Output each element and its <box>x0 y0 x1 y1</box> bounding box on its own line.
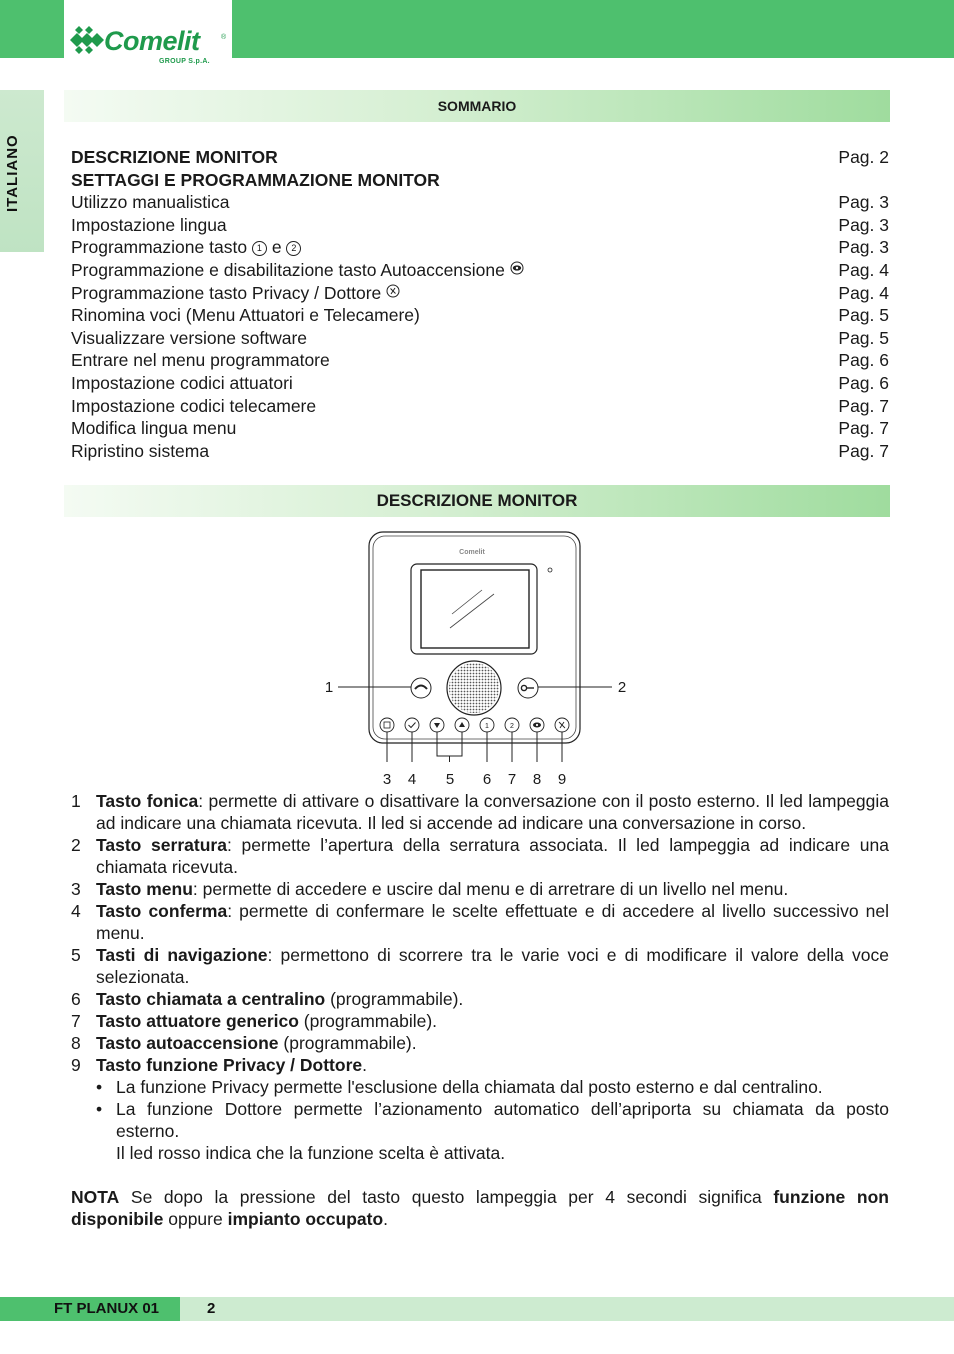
bullet-text: La funzione Dottore permette l’azionamento automatico dell’apriporta su chiamata da posto esterno. <box>116 1099 889 1141</box>
monitor-description-heading <box>64 485 890 517</box>
page-number: 2 <box>207 1300 216 1317</box>
language-label: ITALIANO <box>4 134 21 212</box>
item-number: 3 <box>71 879 81 899</box>
toc-page: Pag. 3 <box>838 237 889 258</box>
toc-page: Pag. 3 <box>838 214 889 235</box>
toc-row[interactable] <box>71 146 889 169</box>
item-term: Tasto conferma <box>96 901 228 921</box>
toc-label: Entrare nel menu programmatore <box>71 350 330 371</box>
monitor-description-title: DESCRIZIONE MONITOR <box>376 491 578 510</box>
summary-heading <box>64 90 890 122</box>
item-term: Tasto menu <box>96 879 193 899</box>
item-text: : permette di attivare o disattivare la conversazione con il posto esterno. Il led lampeggia ad indicare una chiamata ricevuta. Il led si accende ad indicare una conversazione in corso. <box>96 791 889 833</box>
item-term: Tasto funzione Privacy / Dottore <box>96 1055 363 1075</box>
note-paragraph <box>71 1186 889 1230</box>
toc-label: Impostazione lingua <box>71 214 227 235</box>
toc-label: Rinomina voci (Menu Attuatori e Telecamere) <box>71 305 420 326</box>
item-number: 6 <box>71 989 81 1009</box>
toc-row[interactable] <box>71 259 889 282</box>
callout-8: 8 <box>532 771 542 788</box>
toc-page: Pag. 5 <box>838 327 889 348</box>
toc-page: Pag. 2 <box>838 147 889 167</box>
toc-page: Pag. 7 <box>838 440 889 461</box>
callout-9: 9 <box>557 771 567 788</box>
item-text: : permette l’apertura della serratura associata. Il led lampeggia ad indicare una chiamata ricevuta. <box>96 835 889 877</box>
button-one-icon: 1 <box>252 241 267 256</box>
item-term: Tasto autoaccensione <box>96 1033 279 1053</box>
item-number: 7 <box>71 1011 81 1031</box>
list-item <box>71 1054 889 1076</box>
comelit-mark-icon <box>70 26 104 54</box>
toc-page: Pag. 7 <box>838 418 889 439</box>
list-item <box>71 1010 889 1032</box>
toc-row[interactable] <box>71 395 889 418</box>
toc-row[interactable] <box>71 169 889 192</box>
toc-label: SETTAGGI E PROGRAMMAZIONE MONITOR <box>71 169 440 190</box>
note-text: oppure <box>163 1209 228 1229</box>
toc-row[interactable] <box>71 417 889 440</box>
summary-title: SOMMARIO <box>437 98 517 114</box>
item-number: 9 <box>71 1055 81 1075</box>
list-item <box>71 988 889 1010</box>
toc-row[interactable] <box>71 282 889 305</box>
item-number: 5 <box>71 945 81 965</box>
callout-5: 5 <box>445 771 455 788</box>
bullet-icon: • <box>96 1099 103 1119</box>
toc-page: Pag. 4 <box>838 282 889 303</box>
toc-page: Pag. 3 <box>838 192 889 213</box>
toc-page: Pag. 7 <box>838 395 889 416</box>
call-button[interactable] <box>411 678 431 698</box>
brand-registered: ® <box>221 34 227 41</box>
callout-6: 6 <box>482 771 492 788</box>
note-label: NOTA <box>71 1187 120 1207</box>
bullet-item <box>71 1098 889 1142</box>
list-item <box>71 790 889 834</box>
toc-label: Utilizzo manualistica <box>71 192 230 213</box>
item-term: Tasti di navigazione <box>96 945 268 965</box>
monitor-diagram <box>310 528 644 790</box>
note-text: . <box>383 1209 389 1229</box>
callout-7: 7 <box>507 771 517 788</box>
list-item <box>71 834 889 878</box>
eye-icon <box>533 723 541 728</box>
toc-conjunction: e <box>271 237 282 258</box>
note-bold-1: funzione non disponibile <box>71 1187 889 1229</box>
toc-page: Pag. 4 <box>838 259 889 280</box>
toc-row[interactable] <box>71 236 889 259</box>
item-number: 8 <box>71 1033 81 1053</box>
button-description-list <box>71 790 889 1230</box>
item-text: . <box>362 1055 367 1075</box>
footer-bar-right <box>180 1297 954 1321</box>
toc-label: Impostazione codici attuatori <box>71 372 293 393</box>
item-number: 2 <box>71 835 81 855</box>
note-bold-2: impianto occupato <box>227 1209 384 1229</box>
item-text: : permette di confermare le scelte effettuate e di accedere al livello successivo nel menu. <box>96 901 889 943</box>
list-item <box>71 1032 889 1054</box>
list-item <box>71 944 889 988</box>
toc-label: Modifica lingua menu <box>71 418 237 439</box>
item-term: Tasto attuatore generico <box>96 1011 299 1031</box>
toc-label: Impostazione codici telecamere <box>71 395 317 416</box>
toc-row[interactable] <box>71 214 889 237</box>
menu-button[interactable] <box>380 718 394 732</box>
toc-row[interactable] <box>71 191 889 214</box>
item-number: 4 <box>71 901 81 921</box>
toc-label: Programmazione tasto Privacy / Dottore <box>71 282 382 303</box>
speaker-mesh <box>449 663 499 713</box>
toc-label: DESCRIZIONE MONITOR <box>71 147 278 167</box>
toc-label: Ripristino sistema <box>71 440 210 461</box>
toc-row[interactable] <box>71 304 889 327</box>
toc-page: Pag. 6 <box>838 372 889 393</box>
list-item <box>71 878 889 900</box>
brand-subtitle: GROUP S.p.A. <box>159 58 210 65</box>
confirm-button[interactable] <box>405 718 419 732</box>
toc-row[interactable] <box>71 327 889 350</box>
toc-label: Programmazione tasto <box>71 237 248 258</box>
bullet-item <box>71 1076 889 1098</box>
eye-icon <box>510 261 524 275</box>
item-number: 1 <box>71 791 81 811</box>
toc-label: Visualizzare versione software <box>71 327 308 348</box>
item-text: : permettono di scorrere tra le varie voci e di modificare il valore della voce selezionata. <box>96 945 889 987</box>
toc-label: Programmazione e disabilitazione tasto Autoaccensione <box>71 259 505 280</box>
bullet-text: La funzione Privacy permette l'esclusione della chiamata dal posto esterno e dal centralino. <box>116 1077 823 1097</box>
button-two-glyph: 2 <box>510 723 514 730</box>
item-text: : permette di accedere e uscire dal menu e di arretrare di un livello nel menu. <box>192 879 789 899</box>
callout-1: 1 <box>324 679 334 696</box>
button-one-glyph: 1 <box>485 723 489 730</box>
brand-logo <box>64 0 232 70</box>
callout-3: 3 <box>382 771 392 788</box>
item-text: (programmabile). <box>298 1011 438 1031</box>
toc-page: Pag. 5 <box>838 305 889 326</box>
item-term: Tasto serratura <box>96 835 227 855</box>
table-of-contents <box>71 146 889 462</box>
item-term: Tasto chiamata a centralino <box>96 989 326 1009</box>
brand-name: Comelit <box>104 26 200 56</box>
led-note: Il led rosso indica che la funzione scelta è attivata. <box>116 1143 506 1163</box>
item-term: Tasto fonica <box>96 791 199 811</box>
bullet-icon: • <box>96 1077 103 1097</box>
toc-row[interactable] <box>71 349 889 372</box>
callout-2: 2 <box>617 679 627 696</box>
item-text: (programmabile). <box>278 1033 417 1053</box>
callout-4: 4 <box>407 771 417 788</box>
toc-row[interactable] <box>71 440 889 463</box>
privacy-icon <box>386 284 400 298</box>
list-item <box>71 900 889 944</box>
document-code: FT PLANUX 01 <box>54 1300 160 1317</box>
note-text: Se dopo la pressione del tasto questo lampeggia per 4 secondi significa <box>119 1187 774 1207</box>
monitor-brand-label: Comelit <box>459 549 485 556</box>
toc-row[interactable] <box>71 372 889 395</box>
item-text: (programmabile). <box>325 989 464 1009</box>
button-two-icon: 2 <box>286 241 301 256</box>
toc-page: Pag. 6 <box>838 350 889 371</box>
